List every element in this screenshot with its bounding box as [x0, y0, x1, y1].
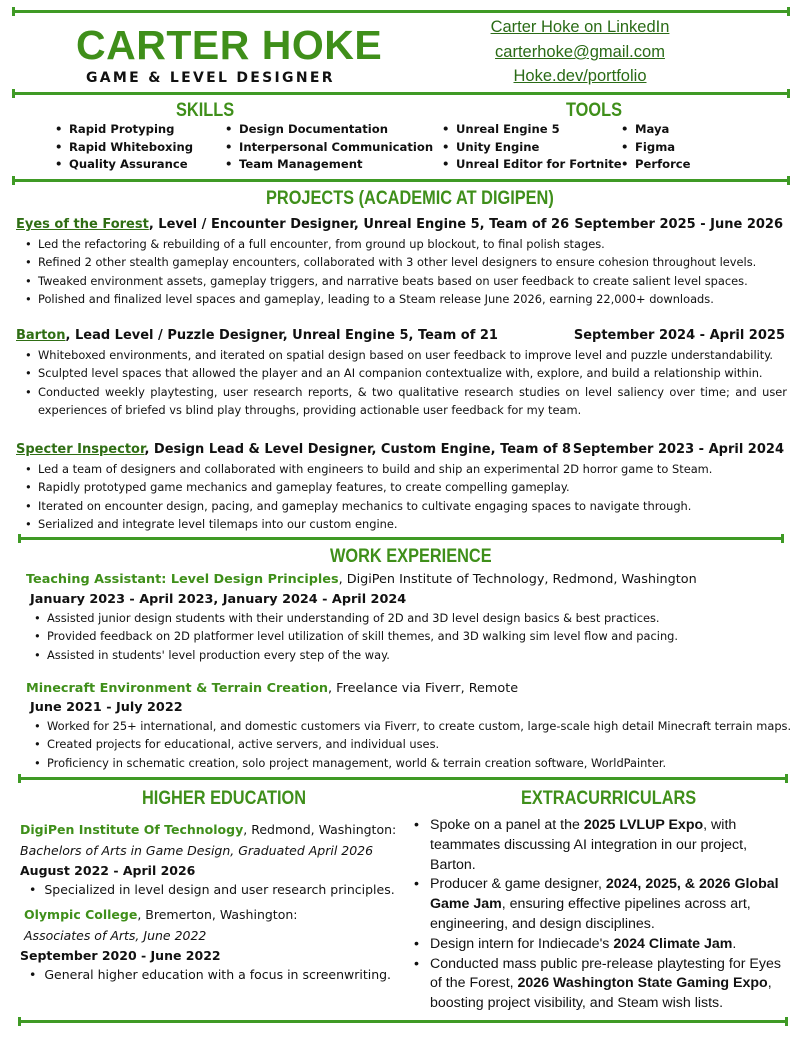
project-header — [16, 328, 498, 343]
extracurricular-item — [412, 875, 786, 934]
bullet: • Refined 2 other stealth gameplay encounters, collaborated with 3 other level designers to ensure cohesion throughout levels. — [25, 253, 785, 271]
item-text: . — [732, 935, 737, 952]
linkedin-link[interactable]: Carter Hoke on LinkedIn — [490, 18, 670, 36]
item-text: , with teammates discussing AI integration in our project, Barton. — [430, 817, 748, 873]
bullet: • Assisted junior design students with their understanding of 2D and 3D level design basics & best practices. — [34, 609, 784, 627]
bullet: • Created projects for educational, active servers, and individual uses. — [34, 735, 784, 753]
tools-heading: TOOLS — [566, 100, 622, 121]
institution-location: , Redmond, Washington: — [243, 822, 397, 837]
candidate-subtitle: GAME & LEVEL DESIGNER — [86, 70, 335, 86]
work-dates: June 2021 - July 2022 — [30, 700, 183, 715]
work-org: , Freelance via Fiverr, Remote — [328, 681, 519, 696]
institution-name: DigiPen Institute Of Technology — [20, 822, 244, 837]
project-bullets — [25, 460, 785, 534]
tools-list-1 — [442, 121, 622, 174]
skill-item: • Quality Assurance — [55, 156, 193, 174]
work-dates: January 2023 - April 2023, January 2024 - April 2024 — [30, 592, 407, 607]
bullet: • Provided feedback on 2D platformer level utilization of skill themes, and 3D walking sim level flow and pacing. — [34, 627, 784, 645]
extracurricular-item — [412, 955, 786, 1014]
tool-item: • Unity Engine — [442, 139, 622, 157]
bullet-mark: • — [29, 882, 45, 897]
skills-list-1 — [55, 121, 193, 174]
work-bullets — [34, 609, 784, 664]
top-rule — [12, 10, 790, 13]
tool-item: • Unreal Editor for Fortnite — [442, 156, 622, 174]
work-title: Teaching Assistant: Level Design Principles — [26, 572, 339, 587]
bullet: • Whiteboxed environments, and iterated on spatial design based on user feedback to improve level and puzzle understandability. — [25, 346, 787, 364]
item-text: , ensuring effective pipelines across art, engineering, and design disciplines. — [430, 896, 751, 932]
project-link-specter-inspector[interactable]: Specter Inspector — [16, 442, 145, 457]
header-rule — [12, 92, 790, 95]
bullet: • Serialized and integrate level tilemaps into our custom engine. — [25, 515, 785, 533]
education-degree: Associates of Arts, June 2022 — [24, 928, 207, 943]
work-header — [26, 681, 518, 696]
tool-item: • Perforce — [621, 156, 691, 174]
extracurricular-item — [412, 816, 786, 875]
education-bullet — [29, 967, 391, 982]
work-header — [26, 572, 697, 587]
work-rule — [18, 777, 788, 780]
project-role: , Design Lead & Level Designer, Custom Engine, Team of 8 — [144, 442, 572, 457]
work-heading: WORK EXPERIENCE — [330, 546, 492, 567]
extracurriculars-list — [412, 816, 786, 1014]
item-highlight: 2026 Washington State Gaming Expo — [517, 975, 768, 992]
item-text: , boosting project visibility, and Steam wish lists. — [430, 975, 772, 1012]
bullet: • Assisted in students' level production every step of the way. — [34, 646, 784, 664]
work-title: Minecraft Environment & Terrain Creation — [26, 681, 329, 696]
item-text: Conducted mass public pre-release playtesting for Eyes of the Forest, — [430, 955, 781, 992]
project-role: , Level / Encounter Designer, Unreal Engine 5, Team of 26 — [148, 217, 570, 232]
skills-heading: SKILLS — [176, 100, 235, 121]
project-role: , Lead Level / Puzzle Designer, Unreal Engine 5, Team of 21 — [65, 328, 498, 343]
extracurriculars-heading: EXTRACURRICULARS — [521, 788, 697, 809]
bullet: • Iterated on encounter design, pacing, and gameplay mechanics to cultivate engaging spaces to navigate through. — [25, 497, 785, 515]
item-highlight: 2024 Climate Jam — [613, 935, 733, 952]
portfolio-link[interactable]: Hoke.dev/portfolio — [513, 67, 647, 85]
skills-list-2 — [225, 121, 433, 174]
item-text: Design intern for Indiecade's — [430, 935, 614, 952]
project-dates: September 2023 - April 2024 — [572, 442, 784, 457]
email-link[interactable]: carterhoke@gmail.com — [495, 43, 665, 61]
bullet: • Rapidly prototyped game mechanics and gameplay features, to create compelling gameplay. — [25, 478, 785, 496]
education-dates: September 2020 - June 2022 — [20, 948, 221, 963]
project-header — [16, 217, 569, 232]
work-bullets — [34, 717, 792, 772]
project-header — [16, 442, 571, 457]
bullet-mark: • — [29, 967, 45, 982]
skill-item: • Design Documentation — [225, 121, 433, 139]
item-text: Producer & game designer, — [430, 876, 606, 893]
skill-item: • Team Management — [225, 156, 433, 174]
skill-item: • Rapid Whiteboxing — [55, 139, 193, 157]
institution-location: , Bremerton, Washington: — [137, 907, 298, 922]
tools-list-2 — [621, 121, 691, 174]
item-highlight: 2024, 2025, & 2026 Global Game Jam — [430, 876, 779, 913]
tool-item: • Maya — [621, 121, 691, 139]
project-bullets — [25, 346, 787, 420]
education-degree: Bachelors of Arts in Game Design, Graduated April 2026 — [20, 843, 374, 858]
bullet: • Worked for 25+ international, and domestic customers via Fiverr, to create custom, large-scale high detail Minecraft terrain maps. — [34, 717, 784, 735]
projects-rule — [18, 537, 784, 540]
project-dates: September 2025 - June 2026 — [574, 217, 783, 232]
project-link-eyes-of-the-forest[interactable]: Eyes of the Forest — [16, 217, 149, 232]
bullet: • Polished and finalized level spaces and gameplay, leading to a Steam release June 2026, earning 22,000+ downloads. — [25, 290, 785, 308]
bullet: • Proficiency in schematic creation, solo project management, world & terrain creation software, WorldPainter. — [34, 754, 784, 772]
bullet: • Tweaked environment assets, gameplay triggers, and narrative beats based on user feedback to create salient level spaces. — [25, 272, 785, 290]
bullet: • Conducted weekly playtesting, user research reports, & two qualitative research studies on level saliency over time; and user experiences of briefed vs blind play throughs, providing actionable user feedback for my team. — [25, 383, 787, 420]
education-bullet-text: General higher education with a focus in screenwriting. — [44, 967, 392, 982]
tool-item: • Figma — [621, 139, 691, 157]
skill-item: • Rapid Protyping — [55, 121, 193, 139]
skills-rule — [12, 179, 790, 182]
project-link-barton[interactable]: Barton — [16, 328, 66, 343]
education-institution — [24, 907, 297, 922]
extracurricular-item — [412, 935, 786, 955]
education-bullet-text: Specialized in level design and user research principles. — [44, 882, 395, 897]
education-institution — [20, 822, 396, 837]
tool-item: • Unreal Engine 5 — [442, 121, 622, 139]
skill-item: • Interpersonal Communication — [225, 139, 433, 157]
education-dates: August 2022 - April 2026 — [20, 863, 196, 878]
bottom-rule — [18, 1020, 788, 1023]
education-heading: HIGHER EDUCATION — [142, 788, 307, 809]
candidate-name: CARTER HOKE — [76, 22, 383, 68]
bullet: • Sculpted level spaces that allowed the player and an AI companion contextualize with, explore, and build a relationship within. — [25, 364, 787, 382]
bullet: • Led a team of designers and collaborated with engineers to build and ship an experimental 2D horror game to Steam. — [25, 460, 785, 478]
item-text: Spoke on a panel at the — [430, 817, 584, 833]
work-org: , DigiPen Institute of Technology, Redmond, Washington — [338, 572, 697, 587]
institution-name: Olympic College — [24, 907, 138, 922]
projects-heading: PROJECTS (ACADEMIC AT DIGIPEN) — [266, 188, 554, 209]
project-bullets — [25, 235, 785, 309]
item-highlight: 2025 LVLUP Expo — [583, 817, 704, 833]
project-dates: September 2024 - April 2025 — [573, 328, 785, 343]
bullet: • Led the refactoring & rebuilding of a full encounter, from ground up blockout, to final polish stages. — [25, 235, 785, 253]
education-bullet — [29, 882, 395, 897]
